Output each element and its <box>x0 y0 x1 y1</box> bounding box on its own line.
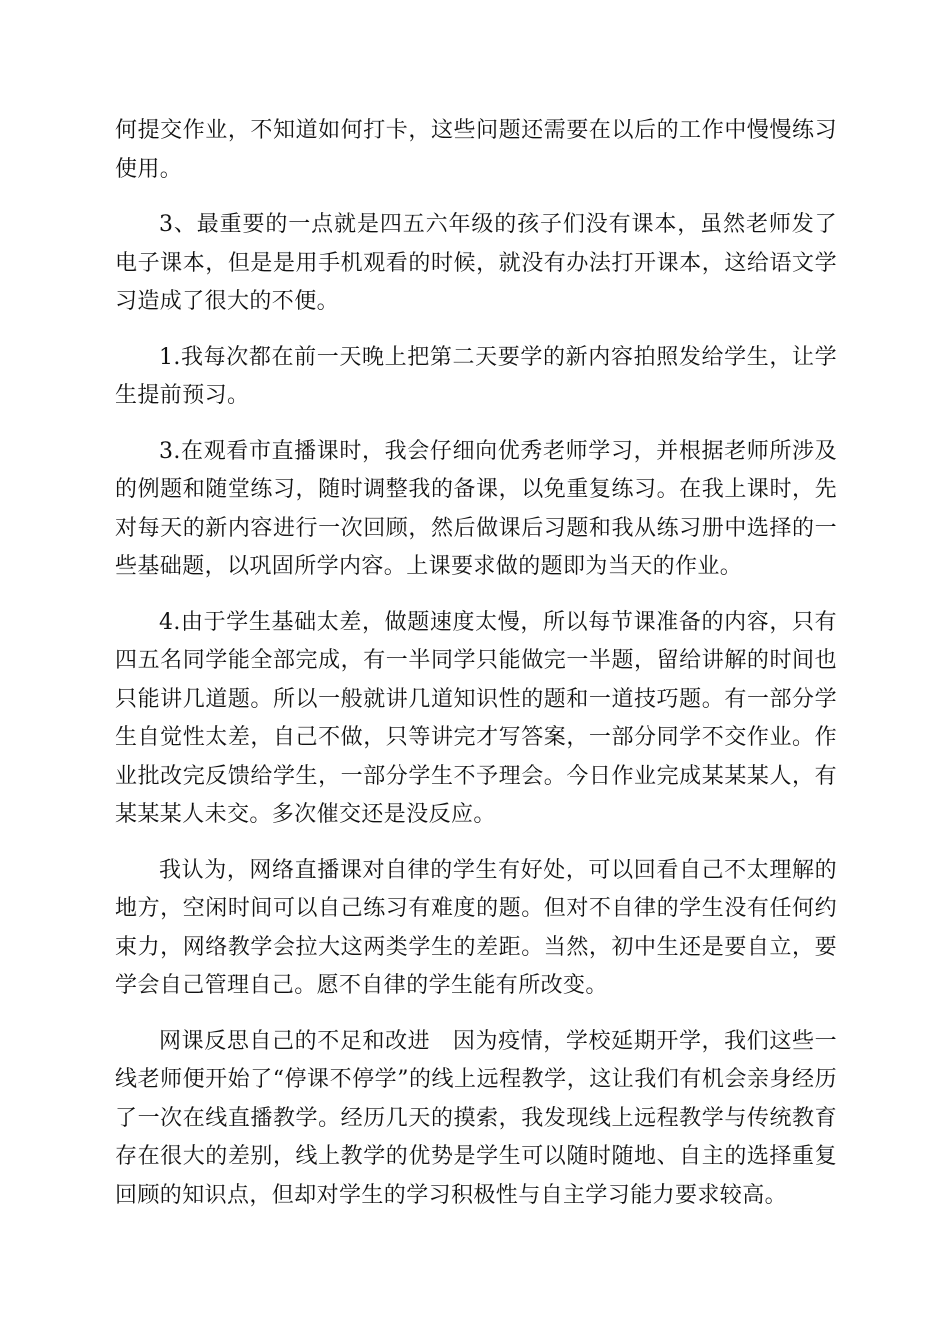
paragraph-reflection: 网课反思自己的不足和改进 因为疫情，学校延期开学，我们这些一线老师便开始了“停课不停学”的线上远程教学，这让我们有机会亲身经历了一次在线直播教学。经历几天的摸索，我发现线上远程教学与传统教育存在很大的差别，线上教学的优势是学生可以随时随地、自主的选择重复回顾的知识点，但却对学生的学习积极性与自主学习能力要求较高。 <box>115 1028 837 1208</box>
paragraph-measure-3-live-class: 3.在观看市直播课时，我会仔细向优秀老师学习，并根据老师所涉及的例题和随堂练习，随时调整我的备课，以免重复练习。在我上课时，先对每天的新内容进行一次回顾，然后做课后习题和我从练习册中选择的一些基础题，以巩固所学内容。上课要求做的题即为当天的作业。 <box>115 438 837 579</box>
document-body <box>115 112 837 1232</box>
paragraph-opinion: 我认为，网络直播课对自律的学生有好处，可以回看自己不太理解的地方，空闲时间可以自己练习有难度的题。但对不自律的学生没有任何约束力，网络教学会拉大这两类学生的差距。当然，初中生还是要自立，要学会自己管理自己。愿不自律的学生能有所改变。 <box>115 857 837 998</box>
paragraph-measure-1-preview: 1.我每次都在前一天晚上把第二天要学的新内容拍照发给学生，让学生提前预习。 <box>115 344 837 408</box>
paragraph-point-3-textbooks: 3、最重要的一点就是四五六年级的孩子们没有课本，虽然老师发了电子课本，但是是用手机观看的时候，就没有办法打开课本，这给语文学习造成了很大的不便。 <box>115 212 837 314</box>
paragraph-continuation: 何提交作业，不知道如何打卡，这些问题还需要在以后的工作中慢慢练习使用。 <box>115 118 837 182</box>
paragraph-measure-4-student-issues: 4.由于学生基础太差，做题速度太慢，所以每节课准备的内容，只有四五名同学能全部完成，有一半同学只能做完一半题，留给讲解的时间也只能讲几道题。所以一般就讲几道知识性的题和一道技巧题。有一部分学生自觉性太差，自己不做，只等讲完才写答案，一部分同学不交作业。作业批改完反馈给学生，一部分学生不予理会。今日作业完成某某某人，有某某某人未交。多次催交还是没反应。 <box>115 609 837 827</box>
